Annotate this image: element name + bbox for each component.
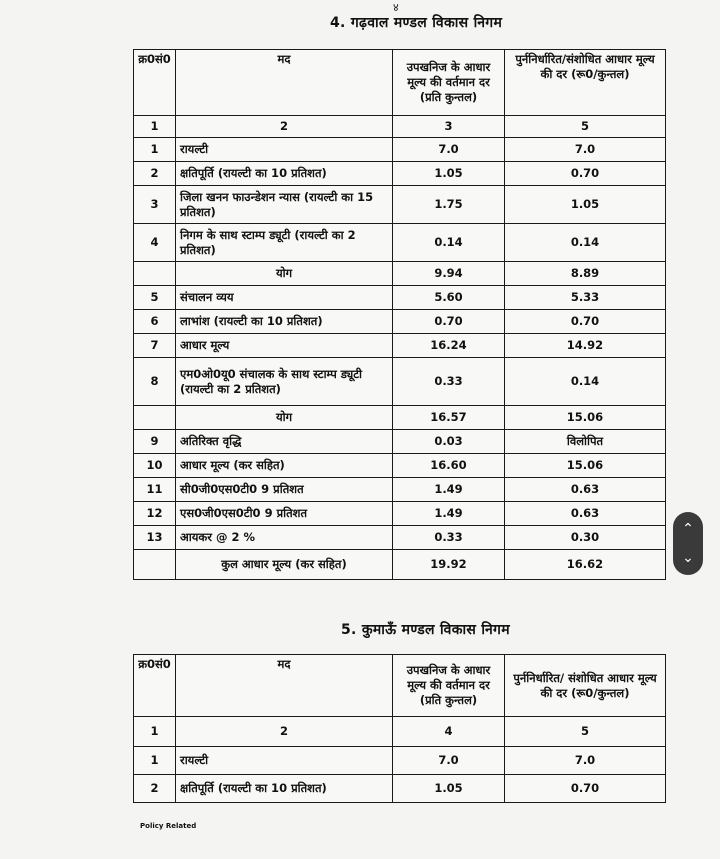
current-rate-cell: 19.92 [393, 550, 505, 580]
item-cell: क्षतिपूर्ति (रायल्टी का 10 प्रतिशत) [176, 775, 393, 803]
item-cell: अतिरिक्त वृद्धि [176, 430, 393, 454]
item-cell: लाभांश (रायल्टी का 10 प्रतिशत) [176, 310, 393, 334]
table-row [134, 550, 666, 580]
table-row [134, 406, 666, 430]
current-rate-cell: 16.24 [393, 334, 505, 358]
item-cell: आयकर @ 2 % [176, 526, 393, 550]
revised-rate-cell: 0.63 [505, 502, 666, 526]
serial-cell: 8 [134, 358, 176, 406]
revised-rate-cell: 7.0 [505, 747, 666, 775]
header-item: मद [176, 50, 393, 116]
serial-cell: 3 [134, 186, 176, 224]
revised-rate-cell: 0.63 [505, 478, 666, 502]
item-cell: सी0जी0एस0टी0 9 प्रतिशत [176, 478, 393, 502]
serial-cell: 2 [134, 162, 176, 186]
col-number: 5 [505, 116, 666, 138]
table-row [134, 334, 666, 358]
footer-note: Policy Related [140, 822, 197, 830]
table-row [134, 775, 666, 803]
table-row [134, 162, 666, 186]
item-cell: आधार मूल्य [176, 334, 393, 358]
table-header-row [134, 655, 666, 717]
serial-cell: 5 [134, 286, 176, 310]
header-current-rate: उपखनिज के आधार मूल्य की वर्तमान दर (प्रति कुन्तल) [393, 50, 505, 116]
revised-rate-cell: 15.06 [505, 454, 666, 478]
revised-rate-cell: 15.06 [505, 406, 666, 430]
table-row [134, 262, 666, 286]
item-cell: रायल्टी [176, 138, 393, 162]
item-cell: क्षतिपूर्ति (रायल्टी का 10 प्रतिशत) [176, 162, 393, 186]
revised-rate-cell: 0.70 [505, 162, 666, 186]
table-row [134, 224, 666, 262]
current-rate-cell: 7.0 [393, 138, 505, 162]
revised-rate-cell: 0.30 [505, 526, 666, 550]
item-cell: रायल्टी [176, 747, 393, 775]
column-number-row [134, 116, 666, 138]
serial-cell: 6 [134, 310, 176, 334]
serial-cell [134, 406, 176, 430]
header-serial: क्र0सं0 [134, 655, 176, 717]
header-revised-rate: पुर्ननिर्धारित/ संशोधित आधार मूल्य की दर (रू0/कुन्तल) [505, 655, 666, 717]
header-revised-rate: पुर्ननिर्धारित/संशोधित आधार मूल्य की दर (रू0/कुन्तल) [505, 50, 666, 116]
serial-cell: 7 [134, 334, 176, 358]
revised-rate-cell: 1.05 [505, 186, 666, 224]
table-row [134, 526, 666, 550]
current-rate-cell: 5.60 [393, 286, 505, 310]
chevron-down-icon[interactable]: ⌄ [682, 550, 694, 566]
current-rate-cell: 16.57 [393, 406, 505, 430]
item-cell: जिला खनन फाउन्डेशन न्यास (रायल्टी का 15 प्रतिशत) [176, 186, 393, 224]
item-cell: एस0जी0एस0टी0 9 प्रतिशत [176, 502, 393, 526]
kumaon-rate-table [133, 654, 666, 803]
current-rate-cell: 1.05 [393, 775, 505, 803]
garhwal-rate-table [133, 49, 666, 580]
revised-rate-cell: 8.89 [505, 262, 666, 286]
header-current-rate: उपखनिज के आधार मूल्य की वर्तमान दर (प्रति कुन्तल) [393, 655, 505, 717]
col-number: 1 [134, 116, 176, 138]
col-number: 3 [393, 116, 505, 138]
table-row [134, 430, 666, 454]
revised-rate-cell: 5.33 [505, 286, 666, 310]
current-rate-cell: 0.33 [393, 526, 505, 550]
current-rate-cell: 1.49 [393, 502, 505, 526]
revised-rate-cell: 7.0 [505, 138, 666, 162]
current-rate-cell: 9.94 [393, 262, 505, 286]
table-row [134, 454, 666, 478]
page-number-mark: ४ [393, 1, 399, 14]
serial-cell: 13 [134, 526, 176, 550]
table-header-row [134, 50, 666, 116]
current-rate-cell: 7.0 [393, 747, 505, 775]
current-rate-cell: 1.49 [393, 478, 505, 502]
table-row [134, 186, 666, 224]
item-cell: आधार मूल्य (कर सहित) [176, 454, 393, 478]
revised-rate-cell: 14.92 [505, 334, 666, 358]
item-cell: संचालन व्यय [176, 286, 393, 310]
col-number: 2 [176, 717, 393, 747]
table-row [134, 478, 666, 502]
revised-rate-cell: विलोपित [505, 430, 666, 454]
header-serial: क्र0सं0 [134, 50, 176, 116]
current-rate-cell: 0.33 [393, 358, 505, 406]
serial-cell: 1 [134, 747, 176, 775]
revised-rate-cell: 0.70 [505, 310, 666, 334]
table-row [134, 286, 666, 310]
current-rate-cell: 0.14 [393, 224, 505, 262]
table-row [134, 310, 666, 334]
revised-rate-cell: 0.70 [505, 775, 666, 803]
revised-rate-cell: 16.62 [505, 550, 666, 580]
serial-cell: 11 [134, 478, 176, 502]
chevron-up-icon[interactable]: ⌃ [682, 521, 694, 537]
item-cell: कुल आधार मूल्य (कर सहित) [176, 550, 393, 580]
item-cell: योग [176, 262, 393, 286]
item-cell: एम0ओ0यू0 संचालक के साथ स्टाम्प ड्यूटी (रायल्टी का 2 प्रतिशत) [176, 358, 393, 406]
serial-cell: 2 [134, 775, 176, 803]
col-number: 5 [505, 717, 666, 747]
serial-cell: 1 [134, 138, 176, 162]
table-row [134, 358, 666, 406]
serial-cell [134, 550, 176, 580]
current-rate-cell: 16.60 [393, 454, 505, 478]
revised-rate-cell: 0.14 [505, 224, 666, 262]
column-number-row [134, 717, 666, 747]
current-rate-cell: 1.05 [393, 162, 505, 186]
table-row [134, 138, 666, 162]
current-rate-cell: 1.75 [393, 186, 505, 224]
serial-cell: 9 [134, 430, 176, 454]
item-cell: निगम के साथ स्टाम्प ड्यूटी (रायल्टी का 2 प्रतिशत) [176, 224, 393, 262]
col-number: 1 [134, 717, 176, 747]
section-title-kumaon: 5. कुमाऊँ मण्डल विकास निगम [341, 622, 510, 638]
table-row [134, 502, 666, 526]
col-number: 2 [176, 116, 393, 138]
serial-cell: 10 [134, 454, 176, 478]
revised-rate-cell: 0.14 [505, 358, 666, 406]
serial-cell: 12 [134, 502, 176, 526]
col-number: 4 [393, 717, 505, 747]
section-title-garhwal: 4. गढ़वाल मण्डल विकास निगम [330, 15, 503, 31]
header-item: मद [176, 655, 393, 717]
current-rate-cell: 0.70 [393, 310, 505, 334]
serial-cell: 4 [134, 224, 176, 262]
scroll-controls [673, 512, 703, 575]
serial-cell [134, 262, 176, 286]
table-row [134, 747, 666, 775]
item-cell: योग [176, 406, 393, 430]
current-rate-cell: 0.03 [393, 430, 505, 454]
